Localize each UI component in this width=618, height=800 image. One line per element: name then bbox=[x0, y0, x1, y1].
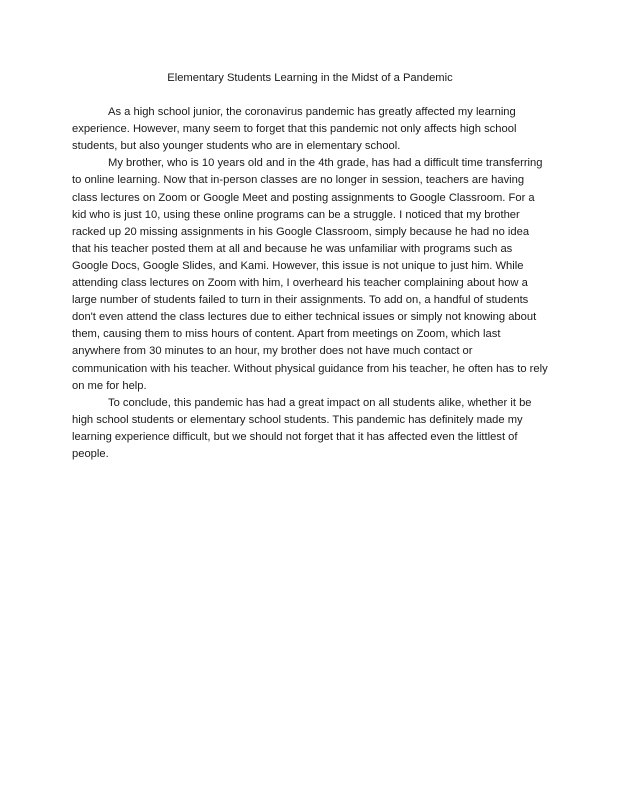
paragraph-conclusion: To conclude, this pandemic has had a great impact on all students alike, whether it be high school students or elementary school students. This pandemic has definitely made my learning experience difficult, but we should not forget that it has affected even the littlest of people. bbox=[72, 396, 532, 460]
document-body bbox=[72, 70, 548, 463]
paragraph-body: My brother, who is 10 years old and in the 4th grade, has had a difficult time transferring to online learning. Now that in-person classes are no longer in session, teachers are having class lectures on Zoom or Google Meet and posting assignments to Google Classroom. For a kid who is just 10, using these online programs can be a struggle. I noticed that my brother racked up 20 missing assignments in his Google Classroom, simply because he had no idea that his teacher posted them at all and because he was unfamiliar with programs such as Google Docs, Google Slides, and Kami. However, this issue is not unique to just him. While attending class lectures on Zoom with him, I overheard his teacher complaining about how a large number of students failed to turn in their assignments. To add on, a handful of students don't even attend the class lectures due to either technical issues or simply not knowing about them, causing them to miss hours of content. Apart from meetings on Zoom, which last anywhere from 30 minutes to an hour, my brother does not have much contact or communication with his teacher. Without physical guidance from his teacher, he often has to rely on me for help. bbox=[72, 157, 548, 392]
paragraph-introduction: As a high school junior, the coronavirus pandemic has greatly affected my learning experience. However, many seem to forget that this pandemic not only affects high school students, but also younger students who are in elementary school. bbox=[72, 106, 517, 153]
document-title: Elementary Students Learning in the Midst of a Pandemic bbox=[167, 72, 453, 84]
